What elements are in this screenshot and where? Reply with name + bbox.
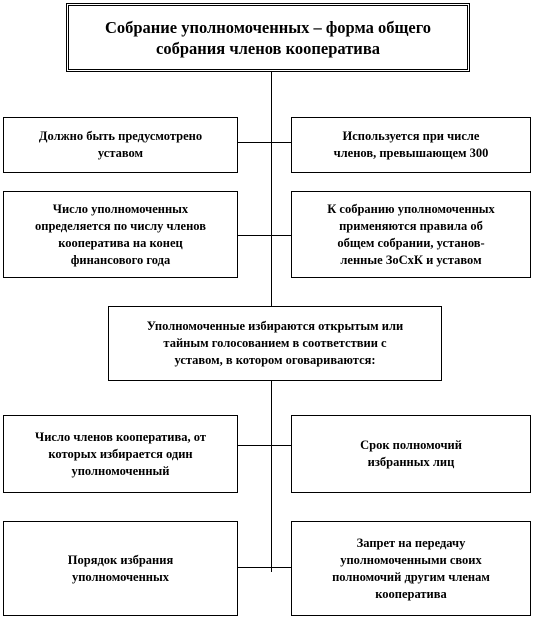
spine-lower	[271, 380, 272, 572]
box-right-1: Используется при числе членов, превышающем 300	[291, 117, 531, 173]
connector-row4	[237, 567, 292, 568]
box-right-3: Срок полномочий избранных лиц	[291, 415, 531, 493]
box-right-2: К собранию уполномоченных применяются правила об общем собрании, установ- ленные ЗоСхК и уставом	[291, 191, 531, 278]
box-left-3: Число членов кооператива, от которых избирается один уполномоченный	[3, 415, 238, 493]
title-box: Собрание уполномоченных – форма общего собрания членов кооператива	[66, 3, 470, 72]
box-center: Уполномоченные избираются открытым или тайным голосованием в соответствии с уставом, в котором оговариваются:	[108, 306, 442, 381]
connector-row2	[237, 235, 292, 236]
spine-upper	[271, 71, 272, 307]
box-left-2: Число уполномоченных определяется по числу членов кооператива на конец финансового года	[3, 191, 238, 278]
box-left-4: Порядок избрания уполномоченных	[3, 521, 238, 616]
connector-row3	[237, 445, 292, 446]
box-left-1: Должно быть предусмотрено уставом	[3, 117, 238, 173]
connector-row1	[237, 142, 292, 143]
box-right-4: Запрет на передачу уполномоченными своих полномочий другим членам кооператива	[291, 521, 531, 616]
